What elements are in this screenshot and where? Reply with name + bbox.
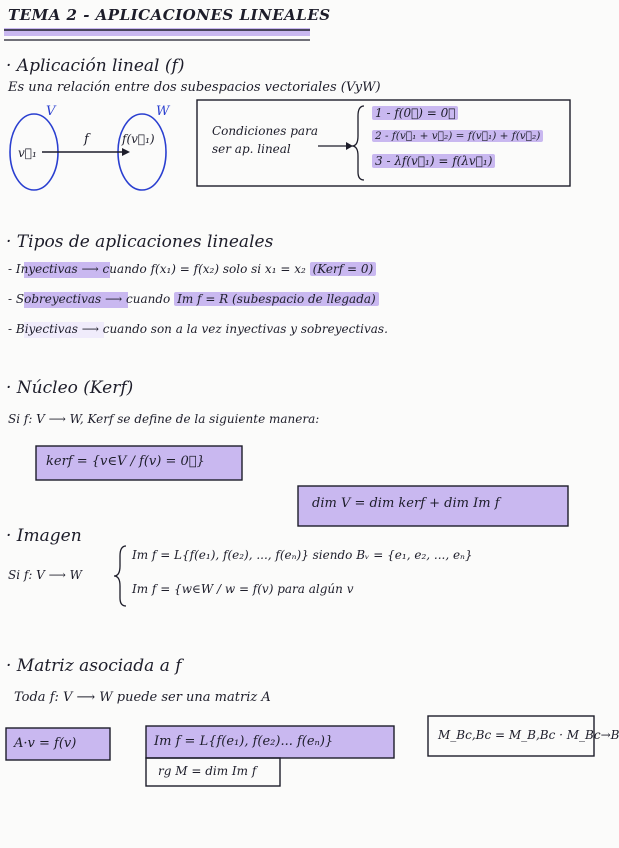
condition-1-text: 1 - f(0⃗) = 0⃗	[372, 106, 458, 120]
label-v1: v⃗₁	[18, 146, 37, 160]
imf-formula: Im f = L{f(e₁), f(e₂)... f(eₙ)}	[154, 734, 334, 749]
section-heading-nucleo: · Núcleo (Kerf)	[6, 378, 134, 398]
tipo-sobreyectivas-im: Im f = R (subespacio de llegada)	[174, 292, 379, 306]
tipo-biyectivas: - Biyectivas ⟶ cuando son a la vez inyectivas y sobreyectivas.	[8, 322, 388, 336]
label-fv1: f(v⃗₁)	[122, 132, 155, 146]
tipo-biyectivas-def: cuando son a la vez inyectivas y sobreyectivas.	[102, 322, 388, 336]
tipo-sobreyectivas: - Sobreyectivas ⟶ cuando Im f = R (subespacio de llegada)	[8, 292, 379, 306]
tipo-inyectivas-kerf: (Kerf = 0)	[310, 262, 377, 276]
conditions-brace	[352, 106, 364, 180]
section-heading-tipos: · Tipos de aplicaciones lineales	[6, 232, 274, 252]
imagen-def-2: Im f = {w∈W / w = f(v) para algún v	[132, 582, 354, 596]
tipo-inyectivas-term: Inyectivas	[15, 262, 78, 276]
imagen-def-1: Im f = L{f(e₁), f(e₂), ..., f(eₙ)} siendo Bᵥ = {e₁, e₂, ..., eₙ}	[132, 548, 473, 562]
title-highlight	[4, 28, 310, 36]
conditions-arrowhead	[346, 142, 353, 150]
tipo-inyectivas-def: cuando f(x₁) = f(x₂) solo si x₁ = x₂	[102, 262, 306, 276]
condition-1	[372, 106, 458, 120]
condition-2-text: 2 - f(v⃗₁ + v⃗₂) = f(v⃗₁) + f(v⃗₂)	[372, 130, 543, 142]
label-v: V	[46, 104, 56, 119]
page-title: TEMA 2 - APLICACIONES LINEALES	[8, 6, 331, 24]
change-of-basis-formula: M_Bc,Bc = M_B,Bc · M_Bc→B	[438, 728, 619, 742]
condition-2	[372, 130, 543, 142]
label-w: W	[156, 104, 170, 119]
label-f: f	[84, 132, 89, 147]
condition-3	[372, 154, 495, 168]
imagen-brace	[114, 546, 126, 606]
imagen-lhs: Si f: V ⟶ W	[8, 568, 83, 582]
dim-formula: dim V = dim kerf + dim Im f	[312, 496, 500, 511]
tipo-inyectivas: - Inyectivas ⟶ cuando f(x₁) = f(x₂) solo si x₁ = x₂ (Kerf = 0)	[8, 262, 376, 276]
condition-3-text: 3 - λf(v⃗₁) = f(λv⃗₁)	[372, 154, 495, 168]
tipo-sobreyectivas-def: cuando	[126, 292, 171, 306]
intro-text: Es una relación entre dos subespacios vectoriales (VyW)	[8, 80, 381, 95]
conditions-label-1: Condiciones para	[212, 124, 318, 138]
conditions-label-2: ser ap. lineal	[212, 142, 291, 156]
kerf-definition: kerf = {v∈V / f(v) = 0⃗}	[46, 454, 205, 469]
section-heading-aplicacion: · Aplicación lineal (f)	[6, 56, 185, 76]
rg-formula: rg M = dim Im f	[158, 764, 257, 778]
section-heading-imagen: · Imagen	[6, 526, 82, 546]
section-heading-matriz: · Matriz asociada a f	[6, 656, 182, 676]
tipo-biyectivas-term: Biyectivas	[15, 322, 78, 336]
nucleo-line: Si f: V ⟶ W, Kerf se define de la siguiente manera:	[8, 412, 320, 426]
av-formula: A·v = f(v)	[14, 736, 77, 751]
tipo-sobreyectivas-term: Sobreyectivas	[15, 292, 102, 306]
matriz-line: Toda f: V ⟶ W puede ser una matriz A	[14, 690, 271, 705]
mapping-arrowhead	[122, 148, 130, 156]
